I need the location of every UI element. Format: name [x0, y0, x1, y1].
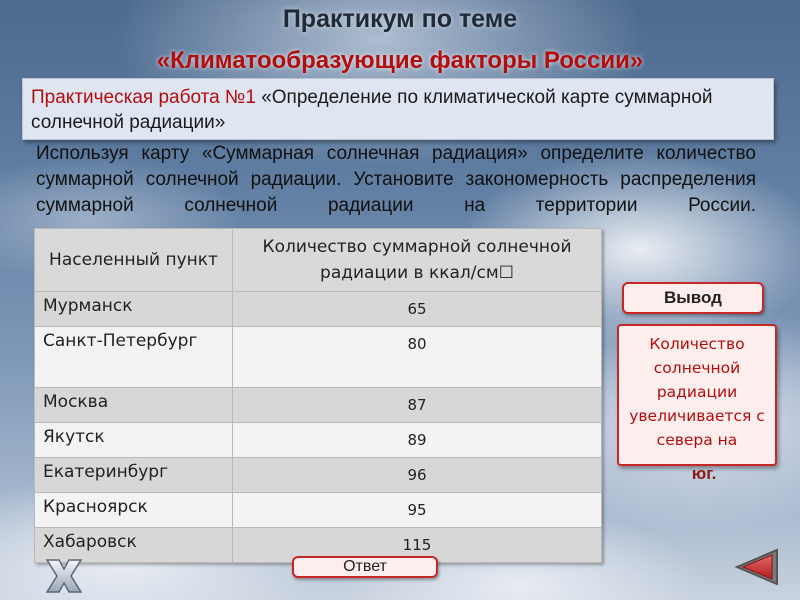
table-row [35, 292, 602, 327]
city-cell: Мурманск [35, 292, 233, 327]
city-cell: Красноярск [35, 493, 233, 528]
column-header-radiation: Количество суммарной солнечной радиации в ккал/см☐ [233, 229, 602, 292]
slide-subtitle: «Климатообразующие факторы России» [156, 47, 644, 74]
slide-title: Практикум по теме [282, 5, 518, 33]
work-label: Практическая работа №1 [31, 87, 256, 108]
value-cell: 80 [233, 327, 602, 388]
value-cell: 89 [233, 423, 602, 458]
value-cell: 115 [233, 528, 602, 563]
conclusion-box: Количество солнечной радиации увеличивается с севера на [617, 324, 777, 466]
city-cell: Екатеринбург [35, 458, 233, 493]
city-cell: Санкт-Петербург [35, 327, 233, 388]
value-cell: 95 [233, 493, 602, 528]
table-row [35, 458, 602, 493]
table-header-row [35, 229, 602, 292]
value-cell: 87 [233, 388, 602, 423]
answer-button[interactable]: Ответ [292, 556, 438, 578]
table-row [35, 423, 602, 458]
back-triangle-icon[interactable] [734, 548, 780, 586]
table-row [35, 327, 602, 388]
table-row [35, 493, 602, 528]
table-row [35, 388, 602, 423]
conclusion-tail: юг. [691, 464, 717, 483]
city-cell: Москва [35, 388, 233, 423]
instruction-text: Используя карту «Суммарная солнечная радиация» определите количество суммарной солнечной радиации. Установите закономерность распределения суммарной солнечной радиации на территории России. [36, 143, 756, 216]
task-box [22, 78, 774, 140]
value-cell: 65 [233, 292, 602, 327]
work-title: «Определение по климатической карте суммарной солнечной радиации» [31, 87, 713, 133]
radiation-table [34, 228, 602, 563]
column-header-city: Населенный пункт [35, 229, 233, 292]
city-cell: Хабаровск [35, 528, 233, 563]
close-x-icon[interactable] [41, 556, 87, 596]
value-cell: 96 [233, 458, 602, 493]
city-cell: Якутск [35, 423, 233, 458]
conclusion-button[interactable]: Вывод [622, 282, 764, 314]
